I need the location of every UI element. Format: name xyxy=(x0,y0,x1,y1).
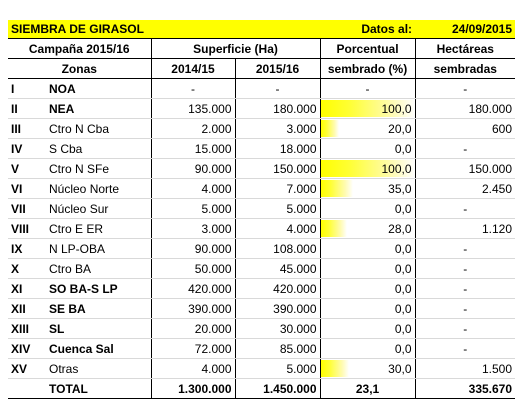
surface-2015-16: 390.000 xyxy=(235,299,320,319)
date-label: Datos al: xyxy=(320,20,415,39)
surface-2014-15: 50.000 xyxy=(151,259,235,279)
title-row xyxy=(8,20,515,39)
surface-2014-15: 90.000 xyxy=(151,159,235,179)
zone-name: Núcleo Sur xyxy=(46,199,151,219)
percent-sown-cell xyxy=(320,99,415,119)
table-row xyxy=(8,299,515,319)
percent-sown-value: 100,0 xyxy=(381,161,412,176)
surface-header: Superficie (Ha) xyxy=(151,39,320,59)
percent-sown-cell xyxy=(320,219,415,239)
total-2015-16: 1.450.000 xyxy=(235,379,320,399)
zone-name: SE BA xyxy=(46,299,151,319)
hectares-sown: 180.000 xyxy=(415,99,515,119)
hectares-header-line2: sembradas xyxy=(415,59,515,79)
zone-number: XV xyxy=(8,359,46,379)
surface-2014-15: - xyxy=(151,79,235,99)
percent-sown-cell xyxy=(320,299,415,319)
zone-name: SL xyxy=(46,319,151,339)
spreadsheet xyxy=(8,20,515,399)
year2-header: 2015/16 xyxy=(235,59,320,79)
hectares-sown: - xyxy=(415,319,515,339)
surface-2014-15: 20.000 xyxy=(151,319,235,339)
hectares-sown: 1.500 xyxy=(415,359,515,379)
surface-2014-15: 5.000 xyxy=(151,199,235,219)
table-row xyxy=(8,279,515,299)
zones-header: Zonas xyxy=(8,59,151,79)
zone-number: XII xyxy=(8,299,46,319)
surface-2015-16: 180.000 xyxy=(235,99,320,119)
percent-sown-value: 0,0 xyxy=(394,141,412,156)
percent-sown-cell xyxy=(320,319,415,339)
table-row xyxy=(8,199,515,219)
percent-sown-value: 0,0 xyxy=(394,281,412,296)
table-row xyxy=(8,339,515,359)
table-row xyxy=(8,139,515,159)
zone-name: NOA xyxy=(46,79,151,99)
zone-name: Ctro N Cba xyxy=(46,119,151,139)
zone-number: V xyxy=(8,159,46,179)
surface-2015-16: 45.000 xyxy=(235,259,320,279)
zone-number: VIII xyxy=(8,219,46,239)
percent-sown-value: 0,0 xyxy=(394,241,412,256)
percent-header-line2: sembrado (%) xyxy=(320,59,415,79)
surface-2015-16: 420.000 xyxy=(235,279,320,299)
total-row xyxy=(8,379,515,399)
surface-2015-16: 7.000 xyxy=(235,179,320,199)
zone-number: III xyxy=(8,119,46,139)
percent-sown-value: 30,0 xyxy=(388,361,412,376)
hectares-sown: - xyxy=(415,199,515,219)
percent-sown-value: 0,0 xyxy=(394,261,412,276)
zone-name: Otras xyxy=(46,359,151,379)
zone-number: II xyxy=(8,99,46,119)
table-row xyxy=(8,239,515,259)
percent-sown-value: 28,0 xyxy=(388,221,412,236)
surface-2015-16: 4.000 xyxy=(235,219,320,239)
sheet-title: SIEMBRA DE GIRASOL xyxy=(8,20,320,39)
percent-sown-cell xyxy=(320,259,415,279)
percent-sown-value: 20,0 xyxy=(388,121,412,136)
hectares-sown: 600 xyxy=(415,119,515,139)
zone-number: XI xyxy=(8,279,46,299)
table-row xyxy=(8,319,515,339)
surface-2014-15: 15.000 xyxy=(151,139,235,159)
percent-sown-value: 35,0 xyxy=(388,181,412,196)
surface-2014-15: 2.000 xyxy=(151,119,235,139)
surface-2014-15: 72.000 xyxy=(151,339,235,359)
table-row xyxy=(8,159,515,179)
table-row xyxy=(8,79,515,99)
percent-sown-value: 100,0 xyxy=(381,101,412,116)
total-percent-sown: 23,1 xyxy=(320,379,415,399)
zone-number: X xyxy=(8,259,46,279)
hectares-sown: 150.000 xyxy=(415,159,515,179)
percent-sown-cell xyxy=(320,239,415,259)
percent-sown-cell xyxy=(320,179,415,199)
percent-sown-cell xyxy=(320,359,415,379)
zone-name: NEA xyxy=(46,99,151,119)
hectares-sown: - xyxy=(415,339,515,359)
zone-name: Ctro N SFe xyxy=(46,159,151,179)
table-row xyxy=(8,99,515,119)
surface-2014-15: 4.000 xyxy=(151,359,235,379)
zone-name: Ctro E ER xyxy=(46,219,151,239)
hectares-sown: - xyxy=(415,279,515,299)
percent-sown-value: - xyxy=(365,81,370,96)
year1-header: 2014/15 xyxy=(151,59,235,79)
percent-sown-cell xyxy=(320,279,415,299)
table-row xyxy=(8,219,515,239)
sunflower-sowing-table xyxy=(8,20,515,399)
hectares-sown: - xyxy=(415,139,515,159)
total-spacer xyxy=(8,379,46,399)
percent-sown-value: 0,0 xyxy=(394,301,412,316)
percent-sown-cell xyxy=(320,119,415,139)
surface-2015-16: 5.000 xyxy=(235,199,320,219)
hectares-sown: 2.450 xyxy=(415,179,515,199)
zone-name: Cuenca Sal xyxy=(46,339,151,359)
date-value: 24/09/2015 xyxy=(415,20,515,39)
percent-header-line1: Porcentual xyxy=(320,39,415,59)
percent-sown-cell xyxy=(320,139,415,159)
surface-2014-15: 3.000 xyxy=(151,219,235,239)
percent-sown-value: 0,0 xyxy=(394,321,412,336)
percent-sown-cell xyxy=(320,79,415,99)
zone-name: S Cba xyxy=(46,139,151,159)
zone-number: I xyxy=(8,79,46,99)
surface-2015-16: 85.000 xyxy=(235,339,320,359)
surface-2014-15: 90.000 xyxy=(151,239,235,259)
surface-2014-15: 135.000 xyxy=(151,99,235,119)
percent-sown-cell xyxy=(320,159,415,179)
zone-name: Ctro BA xyxy=(46,259,151,279)
hectares-sown: - xyxy=(415,79,515,99)
percent-sown-cell xyxy=(320,199,415,219)
zone-number: VII xyxy=(8,199,46,219)
percent-sown-value: 0,0 xyxy=(394,201,412,216)
header-row-1 xyxy=(8,39,515,59)
surface-2015-16: 5.000 xyxy=(235,359,320,379)
surface-2015-16: 18.000 xyxy=(235,139,320,159)
hectares-sown: 1.120 xyxy=(415,219,515,239)
zone-number: XIV xyxy=(8,339,46,359)
zone-number: IV xyxy=(8,139,46,159)
hectares-sown: - xyxy=(415,239,515,259)
hectares-sown: - xyxy=(415,259,515,279)
surface-2015-16: 30.000 xyxy=(235,319,320,339)
hectares-header-line1: Hectáreas xyxy=(415,39,515,59)
zone-number: XIII xyxy=(8,319,46,339)
header-row-2 xyxy=(8,59,515,79)
table-row xyxy=(8,119,515,139)
table-row xyxy=(8,259,515,279)
zone-name: SO BA-S LP xyxy=(46,279,151,299)
campaign-header: Campaña 2015/16 xyxy=(8,39,151,59)
zone-name: Núcleo Norte xyxy=(46,179,151,199)
surface-2015-16: 150.000 xyxy=(235,159,320,179)
percent-sown-cell xyxy=(320,339,415,359)
zone-name: N LP-OBA xyxy=(46,239,151,259)
surface-2014-15: 420.000 xyxy=(151,279,235,299)
surface-2015-16: - xyxy=(235,79,320,99)
surface-2014-15: 4.000 xyxy=(151,179,235,199)
percent-sown-value: 0,0 xyxy=(394,341,412,356)
hectares-sown: - xyxy=(415,299,515,319)
table-row xyxy=(8,359,515,379)
zone-number: VI xyxy=(8,179,46,199)
surface-2015-16: 3.000 xyxy=(235,119,320,139)
table-row xyxy=(8,179,515,199)
total-label: TOTAL xyxy=(46,379,151,399)
zone-number: IX xyxy=(8,239,46,259)
total-2014-15: 1.300.000 xyxy=(151,379,235,399)
total-hectares-sown: 335.670 xyxy=(415,379,515,399)
surface-2015-16: 108.000 xyxy=(235,239,320,259)
surface-2014-15: 390.000 xyxy=(151,299,235,319)
